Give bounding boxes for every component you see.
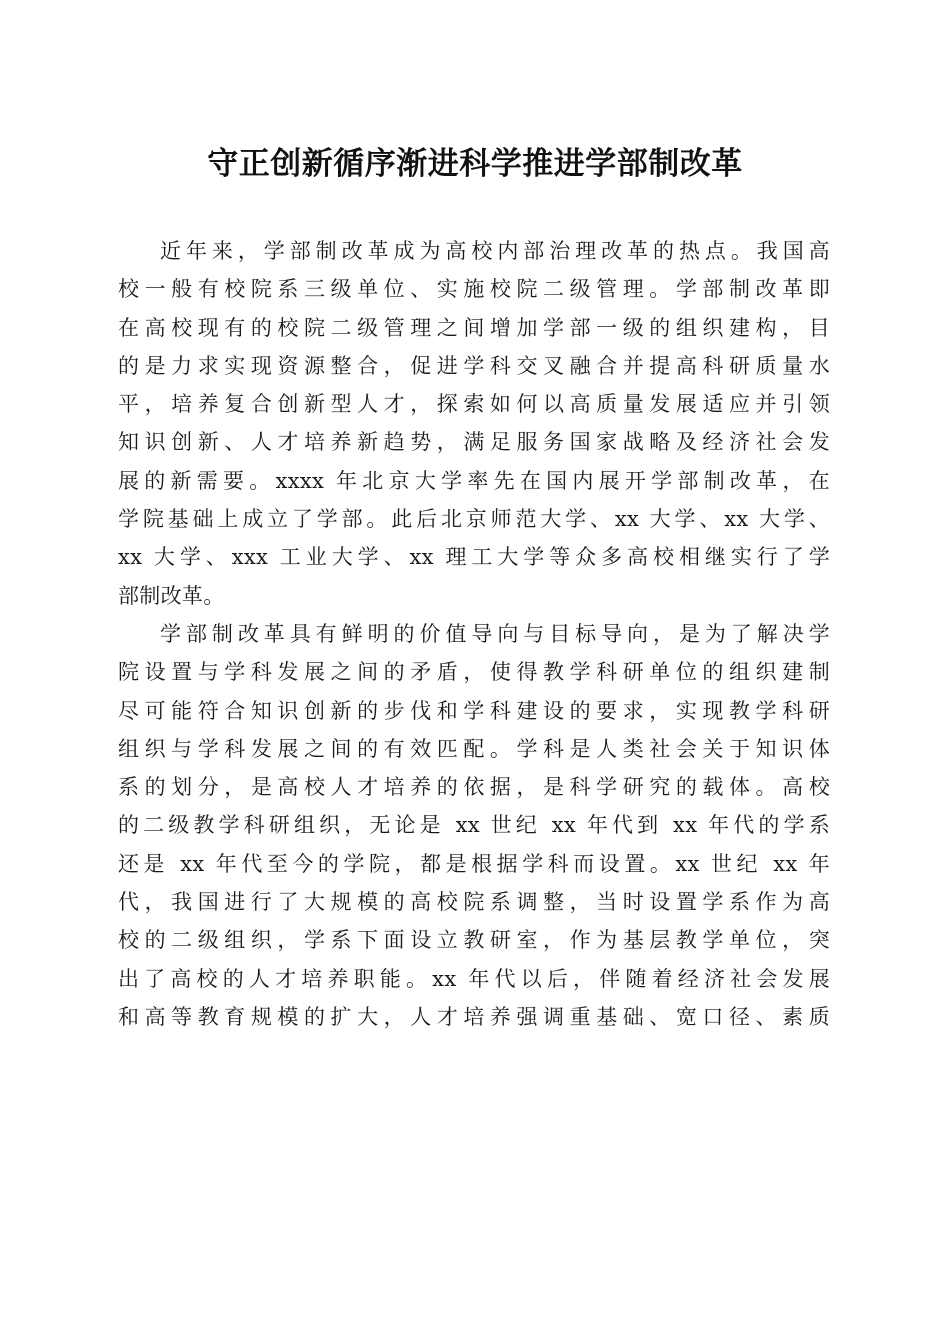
text-line: xx 大学、xxx 工业大学、xx 理工大学等众多高校相继实行了学 — [118, 545, 830, 570]
text-line: 学院基础上成立了学部。此后北京师范大学、xx 大学、xx 大学、 — [118, 507, 830, 532]
text-line: 知识创新、人才培养新趋势，满足服务国家战略及经济社会发 — [118, 430, 830, 455]
document-body — [118, 232, 830, 1036]
text-line: 近年来，学部制改革成为高校内部治理改革的热点。我国高 — [160, 239, 830, 263]
text-line: 还是 xx 年代至今的学院，都是根据学科而设置。xx 世纪 xx 年 — [118, 851, 830, 876]
text-line: 学部制改革具有鲜明的价值导向与目标导向，是为了解决学 — [160, 621, 830, 646]
text-line: 校一般有校院系三级单位、实施校院二级管理。学部制改革即 — [118, 277, 830, 302]
text-line: 院设置与学科发展之间的矛盾，使得教学科研单位的组织建制 — [118, 660, 830, 685]
text-line: 在高校现有的校院二级管理之间增加学部一级的组织建构，目 — [118, 315, 830, 340]
text-line: 校的二级组织，学系下面设立教研室，作为基层教学单位，突 — [118, 928, 830, 953]
text-line: 的是力求实现资源整合，促进学科交叉融合并提高科研质量水 — [118, 353, 830, 378]
text-line: 出了高校的人才培养职能。xx 年代以后，伴随着经济社会发展 — [118, 966, 830, 991]
paragraph-1 — [118, 232, 830, 615]
text-line: 组织与学科发展之间的有效匹配。学科是人类社会关于知识体 — [118, 736, 830, 761]
text-line: 尽可能符合知识创新的步伐和学科建设的要求，实现教学科研 — [118, 698, 830, 723]
text-line: 部制改革。 — [118, 583, 225, 608]
text-line: 和高等教育规模的扩大，人才培养强调重基础、宽口径、素质 — [118, 1004, 830, 1029]
text-line: 系的划分，是高校人才培养的依据，是科学研究的载体。高校 — [118, 775, 830, 800]
document-title: 守正创新循序渐进科学推进学部制改革 — [207, 146, 743, 182]
text-line: 代，我国进行了大规模的高校院系调整，当时设置学系作为高 — [118, 890, 830, 915]
paragraph-2 — [118, 615, 830, 1036]
text-line: 展的新需要。xxxx 年北京大学率先在国内展开学部制改革，在 — [118, 468, 830, 493]
text-line: 的二级教学科研组织，无论是 xx 世纪 xx 年代到 xx 年代的学系 — [118, 813, 830, 838]
text-line: 平，培养复合创新型人才，探索如何以高质量发展适应并引领 — [118, 392, 830, 417]
